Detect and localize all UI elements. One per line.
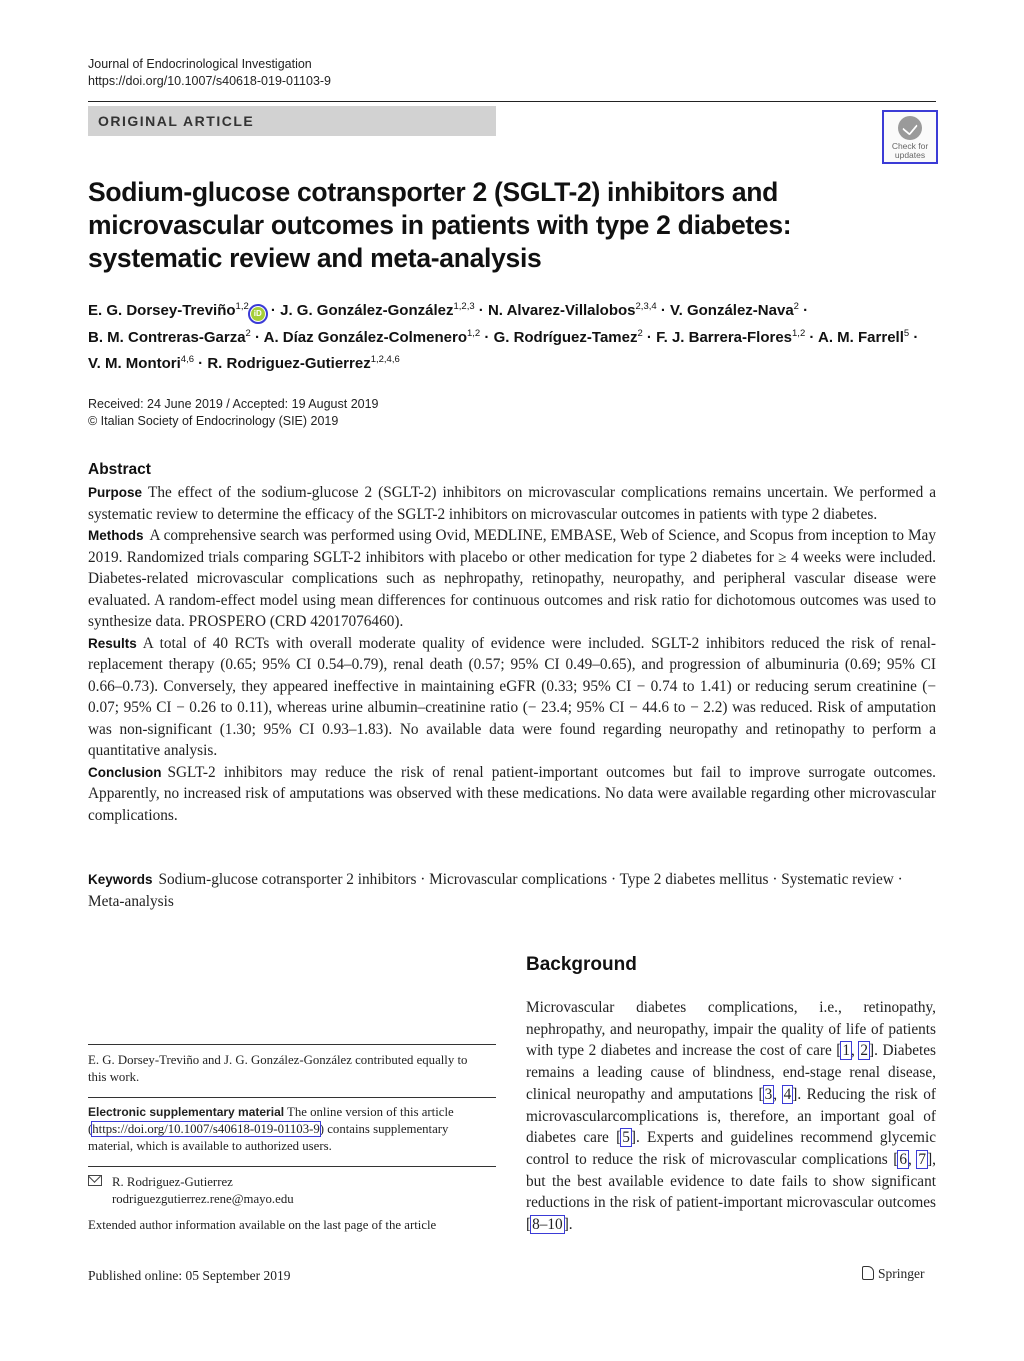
background-heading: Background	[526, 954, 637, 975]
abstract-purpose: Purpose The effect of the sodium-glucose 2 (SGLT-2) inhibitors on microvascular complications remains uncertain. We performed a systematic review to determine the efficacy of the SGLT-2 inhibitors on microvascular outcomes in patients with type 2 diabetes.	[88, 484, 936, 523]
esm-link[interactable]: https://doi.org/10.1007/s40618-019-01103-9	[92, 1122, 320, 1136]
esm-note: Electronic supplementary material The online version of this article (https://doi.org/10.1007/s40618-019-01103-9) contains supplementary material, which is available to authorized users.	[88, 1105, 454, 1153]
article-title: Sodium-glucose cotransporter 2 (SGLT-2) inhibitors and microvascular outcomes in patients with type 2 diabetes: systematic review and meta-analysis	[88, 177, 792, 273]
author: E. G. Dorsey-Treviño$^{1,2}$	[88, 301, 249, 319]
citation-link[interactable]: 3	[764, 1085, 773, 1103]
envelope-icon	[88, 1175, 102, 1186]
abstract-conclusion: Conclusion SGLT-2 inhibitors may reduce the risk of renal patient-important outcomes but fail to improve surrogate outcomes. Apparently, no increased risk of amputations was observed with these medications. No data were available regarding other microvascular complications.	[88, 763, 936, 824]
check-updates-label: Check for updates	[891, 141, 929, 160]
author: J. G. González-González$^{1,2,3}$	[280, 301, 475, 319]
article-dates	[88, 396, 379, 430]
footnote-rule	[88, 1166, 496, 1167]
article-type-banner: ORIGINAL ARTICLE	[88, 106, 496, 136]
citation-link[interactable]: 2	[860, 1042, 869, 1060]
abstract-heading: Abstract	[88, 461, 151, 478]
citation-link[interactable]: 1	[842, 1042, 851, 1060]
published-date: Published online: 05 September 2019	[88, 1268, 291, 1283]
springer-horse-icon	[862, 1266, 874, 1280]
author: A. M. Farrell$^5$	[818, 327, 910, 346]
journal-name: Journal of Endocrinological Investigation	[88, 57, 312, 71]
author-list: E. G. Dorsey-Treviño$^{1,2}$iD · J. G. González-González$^{1,2,3}$ · N. Alvarez-Villalobos$^{2,3,4}$ · V. González-Nava$^2$ · B. M. Contreras-Garza$^2$ · A. Díaz González-Colmenero$^{1,2}$ · G. Rodríguez-Tamez$^2$ · F. J. Barrera-Flores$^{1,2}$ · A. M. Farrell$^5$ · V. M. Montori$^{4,6}$ · R. Rodriguez-Gutierrez$^{1,2,4,6}$	[88, 301, 919, 372]
author: A. Díaz González-Colmenero$^{1,2}$	[263, 327, 481, 346]
citation-link[interactable]: 7	[918, 1150, 927, 1168]
keywords: Keywords Sodium-glucose cotransporter 2 inhibitors · Microvascular complications · Type 2 diabetes mellitus · Systematic review · Meta-analysis	[88, 871, 903, 910]
header-rule	[88, 101, 936, 102]
publisher-logo: Springer	[862, 1266, 925, 1282]
citation-link[interactable]: 4	[783, 1085, 792, 1103]
citation-link[interactable]: 8–10	[532, 1216, 563, 1234]
citation-link[interactable]: 5	[622, 1129, 630, 1147]
abstract-methods: Methods A comprehensive search was performed using Ovid, MEDLINE, EMBASE, Web of Science, and Scopus from inception to May 2019. Randomized trials comparing SGLT-2 inhibitors with placebo or other medication for type 2 diabetes for ≥ 4 weeks were included. Diabetes-related microvascular complications such as nephropathy, retinopathy, neuropathy, and peripheral vascular disease were evaluated. A random-effect model using mean differences for continuous outcomes and risk ratio for dichotomous outcomes was used to synthesize data. PROSPERO (CRD 42017076460).	[88, 527, 936, 630]
author: G. Rodríguez-Tamez$^2$	[493, 327, 643, 346]
author: V. M. Montori$^{4,6}$	[88, 354, 194, 372]
received-accepted: Received: 24 June 2019 / Accepted: 19 August 2019	[88, 397, 379, 411]
abstract-body	[88, 482, 936, 826]
author-email[interactable]: rodriguezgutierrez.rene@mayo.edu	[112, 1192, 294, 1206]
journal-header	[88, 56, 331, 90]
extended-info-note: Extended author information available on the last page of the article	[88, 1218, 437, 1232]
copyright: © Italian Society of Endocrinology (SIE) 2019	[88, 414, 339, 428]
author: F. J. Barrera-Flores$^{1,2}$	[656, 327, 806, 346]
author: V. González-Nava$^2$	[670, 301, 799, 319]
footnote-rule	[88, 1044, 496, 1045]
orcid-icon[interactable]: iD	[251, 307, 265, 321]
doi-link[interactable]: https://doi.org/10.1007/s40618-019-01103-9	[88, 74, 332, 88]
corresponding-author: R. Rodriguez-Gutierrez rodriguezgutierrez.rene@mayo.edu	[88, 1174, 488, 1208]
author: R. Rodriguez-Gutierrez$^{1,2,4,6}$	[207, 354, 400, 372]
author: N. Alvarez-Villalobos$^{2,3,4}$	[487, 301, 657, 319]
check-for-updates-button[interactable]	[882, 110, 938, 164]
citation-link[interactable]: 6	[899, 1150, 908, 1168]
footnote-rule	[88, 1097, 496, 1098]
contribution-note: E. G. Dorsey-Treviño and J. G. González-González contributed equally to this work.	[88, 1053, 468, 1084]
background-body: Microvascular diabetes complications, i.e., retinopathy, nephropathy, and neuropathy, impair the quality of life of patients with type 2 diabetes and increase the cost of care [1, 2]. Diabetes remains a leading cause of blindness, end-stage renal disease, clinical neuropathy and amputations [3, 4]. Reducing the risk of microvascularcomplications is, therefore, an important goal of diabetes care [5]. Experts and guidelines recommend glycemic control to reduce the risk of microvascular complications [6, 7], but the best available evidence to date fails to show significant reductions in the risk of patient-important microvascular outcomes [8–10].	[526, 999, 937, 1234]
abstract-results: Results A total of 40 RCTs with overall moderate quality of evidence were included. SGLT-2 inhibitors reduced the risk of renal-replacement therapy (0.65; 95% CI 0.54–0.79), renal death (0.57; 95% CI 0.49–0.65), and progression of albuminuria (0.69; 95% CI 0.66–0.73). Conversely, they appeared ineffective in maintaining eGFR (0.33; 95% CI − 0.74 to 1.41) or reducing serum creatinine (− 0.07; 95% CI − 0.26 to 0.11), whereas urine albumin–creatinine ratio (− 23.4; 95% CI − 44.6 to − 2.2) was reduced. Risk of amputation was non-significant (1.30; 95% CI 0.93–1.83). No available data were found regarding neuropathy and retinopathy to perform a quantitative analysis.	[88, 634, 936, 759]
check-updates-icon	[898, 116, 922, 140]
author: B. M. Contreras-Garza$^2$	[88, 327, 251, 346]
